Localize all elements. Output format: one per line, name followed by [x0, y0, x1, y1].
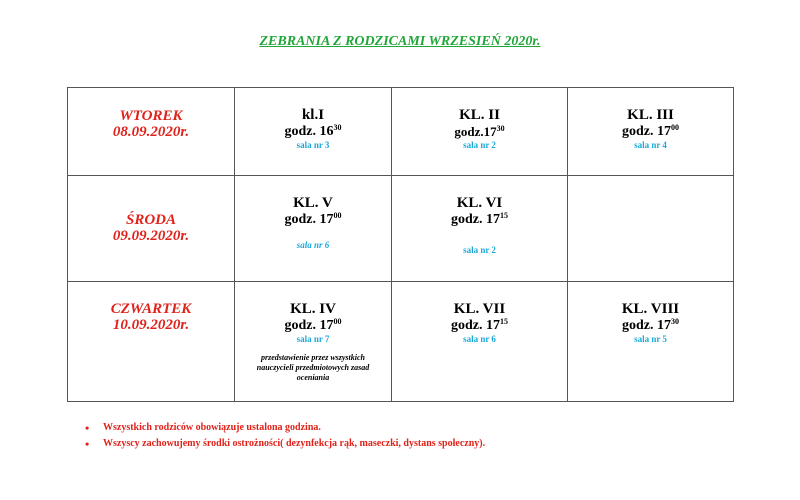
- class-cell: [235, 88, 392, 176]
- document-title: ZEBRANIA Z RODZICAMI WRZESIEŃ 2020r.: [259, 34, 541, 49]
- schedule-table: [67, 87, 734, 402]
- meeting-time: godz. $17^{15}$: [451, 317, 508, 333]
- day-cell: [68, 176, 235, 282]
- class-name: kl.I: [301, 107, 325, 123]
- notes-list: [85, 420, 485, 452]
- day-date: 09.09.2020r.: [112, 228, 190, 244]
- meeting-note: przedstawienie przez wszystkich nauczycieli przedmiotowych zasad oceniania: [256, 353, 370, 382]
- list-item: • Wszystkich rodziców obowiązuje ustalona godzina.: [85, 420, 485, 436]
- schedule-row-czwartek: [68, 282, 734, 402]
- day-name: WTOREK: [119, 108, 183, 124]
- class-cell: [568, 88, 734, 176]
- class-name: KL. VII: [453, 301, 506, 317]
- room-label: sala nr 6: [296, 240, 330, 250]
- meeting-time: godz. $17^{00}$: [622, 123, 679, 139]
- meeting-time: godz. $17^{00}$: [284, 211, 342, 227]
- empty-cell: [568, 176, 734, 282]
- class-name: KL. II: [459, 107, 500, 123]
- class-cell: [392, 282, 568, 402]
- meeting-time: $godz.17^{30}$: [454, 124, 505, 139]
- schedule-row-sroda: [68, 176, 734, 282]
- class-name: KL. IV: [290, 301, 336, 317]
- class-name: KL. VI: [456, 195, 503, 211]
- meeting-time: godz. $17^{00}$: [284, 317, 342, 333]
- meeting-time: godz. $17^{30}$: [622, 317, 679, 333]
- room-label: sala nr 5: [634, 334, 667, 344]
- day-cell: [68, 282, 235, 402]
- room-label: sala nr 4: [634, 140, 667, 150]
- class-cell: [235, 282, 392, 402]
- schedule-row-wtorek: [68, 88, 734, 176]
- day-date: 08.09.2020r.: [112, 124, 190, 140]
- list-item: • Wszyscy zachowujemy środki ostrożności( dezynfekcja rąk, maseczki, dystans społeczny).: [85, 436, 485, 452]
- day-date: 10.09.2020r.: [112, 317, 190, 333]
- day-name: ŚRODA: [125, 212, 177, 228]
- room-label: sala nr 3: [296, 140, 330, 150]
- class-cell: [392, 88, 568, 176]
- class-cell: [392, 176, 568, 282]
- room-label: sala nr 6: [463, 334, 496, 344]
- meeting-time: godz. $17^{15}$: [451, 211, 508, 227]
- meeting-time: godz. $16^{30}$: [284, 123, 342, 139]
- room-label: sala nr 2: [463, 140, 496, 150]
- class-name: KL. III: [627, 107, 674, 123]
- class-cell: [568, 282, 734, 402]
- class-cell: [235, 176, 392, 282]
- day-name: CZWARTEK: [110, 301, 192, 317]
- class-name: KL. V: [293, 195, 333, 211]
- class-name: KL. VIII: [621, 301, 680, 317]
- room-label: sala nr 7: [296, 334, 330, 344]
- day-cell: [68, 88, 235, 176]
- room-label: sala nr 2: [463, 245, 496, 255]
